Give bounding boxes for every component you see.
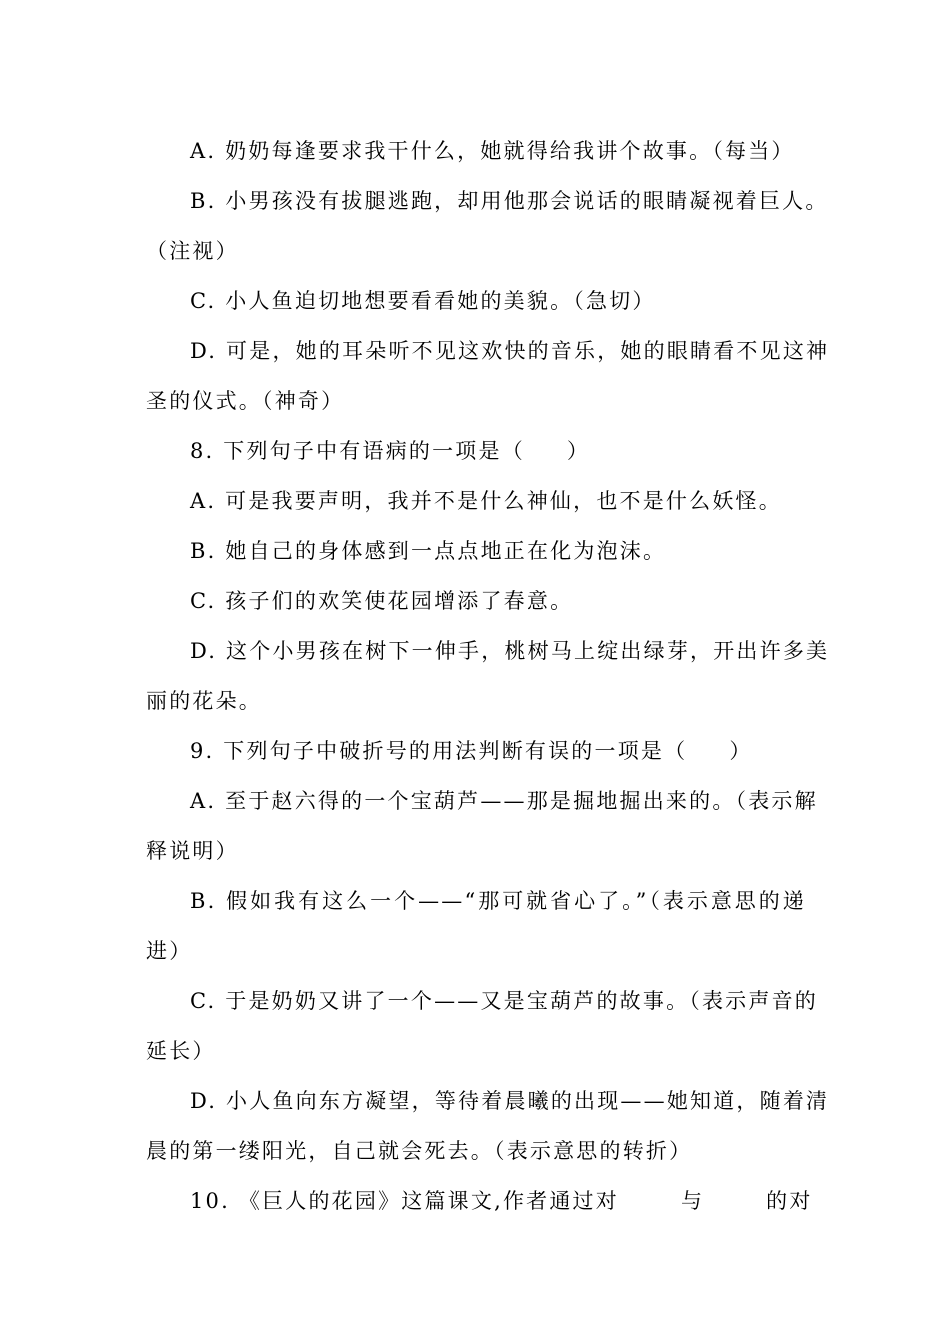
question-8-text: 8. 下列句子中有语病的一项是（ bbox=[190, 439, 525, 463]
question-8-stem bbox=[190, 436, 806, 466]
q9-option-b-continued: 进） bbox=[146, 939, 193, 963]
question-10-end: 的对 bbox=[766, 1189, 813, 1213]
q9-option-d: D. 小人鱼向东方凝望，等待着晨曦的出现——她知道，随着清 bbox=[190, 1089, 830, 1113]
q8-option-a: A. 可是我要声明，我并不是什么神仙，也不是什么妖怪。 bbox=[190, 489, 782, 513]
q7-option-b: B. 小男孩没有拔腿逃跑，却用他那会说话的眼睛凝视着巨人。 bbox=[190, 189, 829, 213]
question-9-text: 9. 下列句子中破折号的用法判断有误的一项是（ bbox=[190, 739, 688, 763]
q7-option-d: D. 可是，她的耳朵听不见这欢快的音乐，她的眼睛看不见这神 bbox=[190, 339, 830, 363]
question-10-stem bbox=[190, 1186, 813, 1216]
q9-option-d-continued: 晨的第一缕阳光，自己就会死去。（表示意思的转折） bbox=[146, 1139, 693, 1163]
q7-option-d-continued: 圣的仪式。（神奇） bbox=[146, 389, 345, 413]
q8-option-d: D. 这个小男孩在树下一伸手，桃树马上绽出绿芽，开出许多美 bbox=[190, 639, 830, 663]
q9-option-a: A. 至于赵六得的一个宝葫芦——那是掘地掘出来的。（表示解 bbox=[190, 789, 818, 813]
q9-option-a-continued: 释说明） bbox=[146, 839, 239, 863]
question-9-close: ） bbox=[729, 739, 753, 763]
q7-option-c: C. 小人鱼迫切地想要看看她的美貌。（急切） bbox=[190, 289, 656, 313]
question-8-close: ） bbox=[566, 439, 591, 463]
q7-option-a: A. 奶奶每逢要求我干什么，她就得给我讲个故事。（每当） bbox=[190, 139, 795, 163]
q9-option-c: C. 于是奶奶又讲了一个——又是宝葫芦的故事。（表示声音的 bbox=[190, 989, 818, 1013]
q9-option-b: B. 假如我有这么一个——“那可就省心了。”（表示意思的递 bbox=[190, 889, 806, 913]
question-10-mid: 与 bbox=[680, 1189, 705, 1213]
q8-option-b: B. 她自己的身体感到一点点地正在化为泡沫。 bbox=[190, 539, 667, 563]
q8-option-c: C. 孩子们的欢笑使花园增添了春意。 bbox=[190, 589, 574, 613]
q7-option-b-continued: （注视） bbox=[146, 239, 239, 263]
question-9-stem bbox=[190, 736, 806, 766]
q8-option-d-continued: 丽的花朵。 bbox=[146, 689, 262, 713]
question-10-text: 10. 《巨人的花园》这篇课文,作者通过对 bbox=[190, 1189, 619, 1213]
q9-option-c-continued: 延长） bbox=[146, 1039, 216, 1063]
